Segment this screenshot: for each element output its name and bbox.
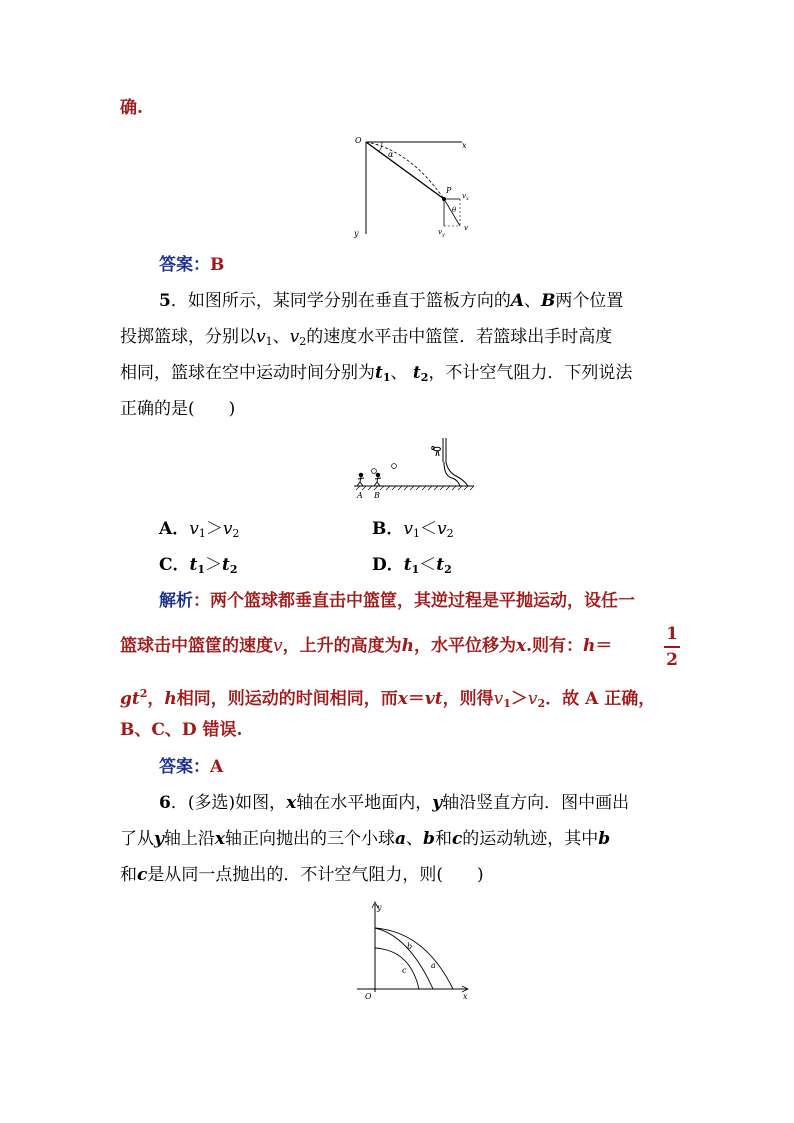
alpha-label: α [388,150,394,159]
theta-label: θ [452,206,457,214]
origin-label: O [365,992,372,1001]
p-label: P [446,186,452,195]
basketball-figure [352,432,476,502]
q5-line-1: 5．如图所示，某同学分别在垂直于篮板方向的A、B两个位置 [159,291,624,311]
projectile-velocity-figure [350,130,480,242]
trajectory-a [375,928,453,989]
answer-q5: 答案：A [159,757,224,777]
fraction-denominator: 2 [666,650,678,670]
x-label: x [462,141,467,150]
ball-a [372,469,377,474]
option-b: B．$v_1<v_2$ [372,519,454,540]
displacement-line [366,142,444,199]
vx-label: $v_x$ [462,192,469,202]
analysis-line-4: B、C、D 错误. [120,720,243,740]
player-b-icon [374,473,381,486]
y-label: y [377,903,382,912]
analysis-line-3: $gt^2$，h相同，则运动的时间相同，而x＝vt，则得$v_1>v_2$．故 A 正确， [120,687,656,710]
player-a-icon [357,473,364,486]
q5-line-2: 投掷篮球，分别以$v_1$、$v_2$的速度水平击中篮筐．若篮球出手时高度 [120,327,613,348]
label-a: a [431,961,436,970]
continued-text: 确. [120,98,143,118]
option-d: D．$t_1<t_2$ [372,555,452,576]
y-label: y [354,229,359,238]
fraction-numerator: 1 [666,624,678,644]
ground-hatching [356,486,474,490]
q6-line-2: 了从y轴上沿x轴正向抛出的三个小球a、b和c的运动轨迹，其中b [120,829,611,849]
previous-answer: 答案：B [159,255,225,275]
q5-line-3: 相同，篮球在空中运动时间分别为$t_1$、 $t_2$，不计空气阻力．下列说法 [120,363,633,384]
point-p [442,197,446,201]
label-b: b [407,942,413,951]
trajectory-b [375,928,433,989]
fraction-bar [664,646,680,648]
x-label: x [463,992,468,1001]
vy-label: $v_y$ [438,228,445,238]
q5-line-4: 正确的是( ) [120,399,236,419]
label-a: A [357,491,363,500]
label-b: B [374,491,380,500]
trajectories-figure [355,898,475,1002]
origin-label: O [355,136,362,145]
option-a: A．$v_1>v_2$ [159,519,240,540]
alpha-arc [378,142,382,151]
q6-line-1: 6．(多选)如图，x轴在水平地面内，y轴沿竖直方向．图中画出 [159,793,630,813]
ball-b [392,464,397,469]
hoop-stand [432,438,468,486]
q6-line-3: 和c是从同一点抛出的．不计空气阻力，则( ) [120,865,484,885]
label-c: c [402,966,407,975]
analysis-line-2: 篮球击中篮筐的速度v，上升的高度为h，水平位移为x.则有：h＝ [120,636,613,656]
analysis-line-1: 解析：两个篮球都垂直击中篮筐，其逆过程是平抛运动，设任一 [159,591,635,611]
option-c: C．$t_1>t_2$ [159,555,238,576]
v-label: v [464,224,468,232]
